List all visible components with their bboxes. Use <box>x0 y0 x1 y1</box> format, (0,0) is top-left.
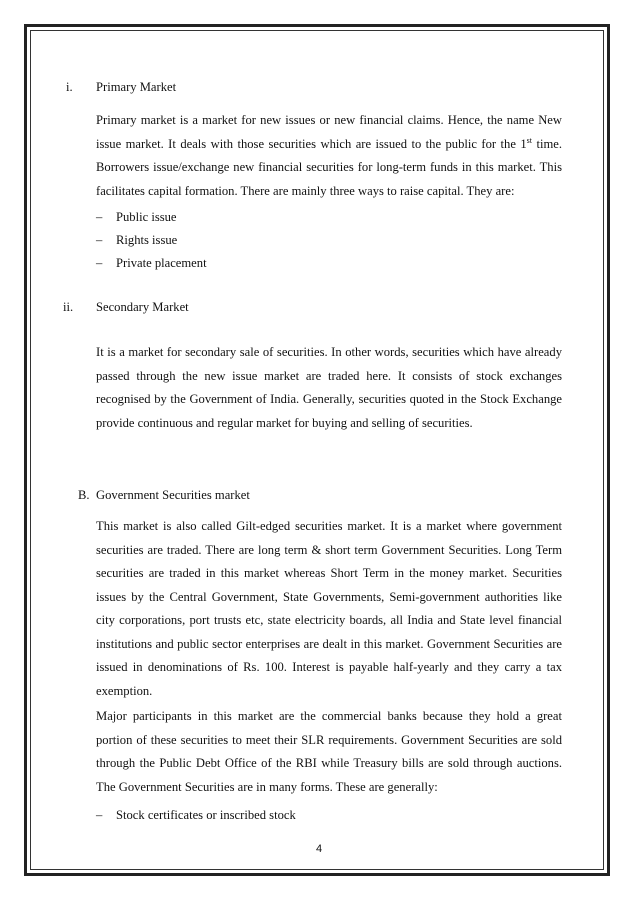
superscript-st: st <box>526 135 533 145</box>
section-number-secondary: ii. <box>63 300 74 314</box>
bullet-dash: – <box>96 233 103 247</box>
bullet-label: Stock certificates or inscribed stock <box>116 808 296 822</box>
bullet-public-issue <box>96 209 177 225</box>
section-title-primary: Primary Market <box>96 80 177 94</box>
paragraph-primary-text: Primary market is a market for new issues or new financial claims. Hence, the name New issue market. It deals with those securities which are issued to the public for the 1 <box>96 113 562 151</box>
bullet-dash: – <box>96 210 103 224</box>
bullet-dash: – <box>96 256 103 270</box>
bullet-rights-issue <box>96 232 177 248</box>
bullet-dash: – <box>96 808 103 822</box>
bullet-label: Public issue <box>116 210 177 224</box>
section-title-secondary: Secondary Market <box>96 300 189 314</box>
paragraph-primary <box>96 109 562 203</box>
page-number: 4 <box>315 843 323 855</box>
bullet-label: Rights issue <box>116 233 178 247</box>
section-number-government: B. <box>78 488 90 502</box>
paragraph-government-2: Major participants in this market are the commercial banks because they hold a great portion of these securities to meet their SLR requirements. Government Securities are sold through the Public Debt Office of the RBI while Treasury bills are sold through auctions. The Government Securities are in many forms. These are generally: <box>96 709 562 794</box>
section-number-primary: i. <box>66 80 73 94</box>
paragraph-government-1: This market is also called Gilt-edged securities market. It is a market where government securities are traded. There are long term & short term Government Securities. Long Term securities are traded in this market whereas Short Term in the money market. Securities issues by the Central Government, State Governments, Semi-government authorities like city corporations, port trusts etc, state electricity boards, all India and State level financial institutions and public sector enterprises are dealt in this market. Government Securities are issued in denominations of Rs. 100. Interest is payable half-yearly and they carry a tax exemption. <box>96 519 562 698</box>
section-title-government: Government Securities market <box>96 488 250 502</box>
paragraph-secondary: It is a market for secondary sale of securities. In other words, securities which have already passed through the new issue market are traded here. It consists of stock exchanges recognised by the Government of India. Generally, securities quoted in the Stock Exchange provide continuous and regular market for buying and selling of securities. <box>96 345 562 430</box>
bullet-stock-certificates <box>96 807 296 823</box>
paragraph-primary-text-cont: time. Borrowers issue/exchange new financial securities for long-term funds in this market. This facilitates capital formation. There are mainly three ways to raise capital. They are: <box>96 136 562 198</box>
bullet-label: Private placement <box>116 256 207 270</box>
bullet-private-placement <box>96 255 207 271</box>
